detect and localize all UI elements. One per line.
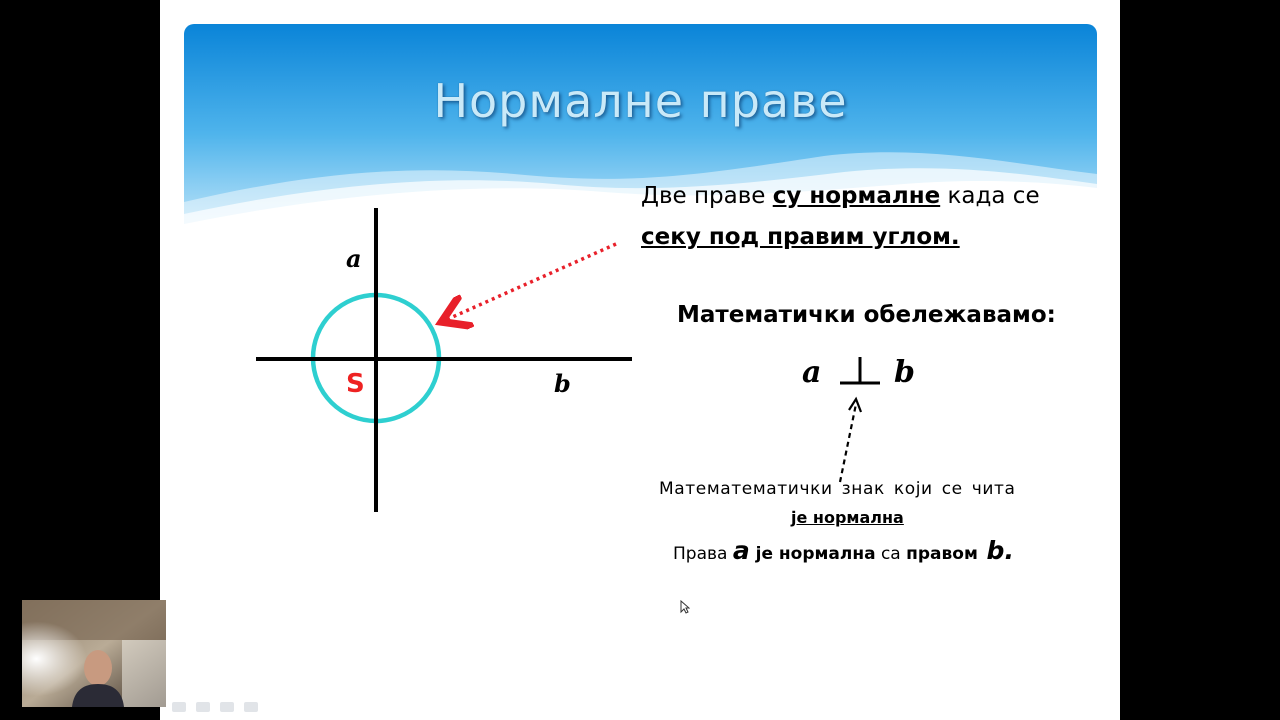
previous-slide-icon[interactable] bbox=[172, 702, 186, 712]
next-slide-icon[interactable] bbox=[244, 702, 258, 712]
definition-line-1 bbox=[641, 183, 1040, 209]
perpendicular-lines-diagram bbox=[250, 200, 640, 520]
dashed-arrow bbox=[832, 394, 872, 486]
definition-line-2: секу под правим углом. bbox=[641, 224, 960, 250]
sentence-word-4: са bbox=[875, 544, 907, 564]
webcam-overlay bbox=[22, 600, 166, 707]
definition-text-1: Две праве bbox=[641, 183, 773, 209]
sentence-word-3: је нормална bbox=[749, 544, 876, 564]
notation-symbol-a: a bbox=[802, 355, 822, 390]
label-intersection-point: S bbox=[346, 369, 365, 399]
sentence-symbol-a: a bbox=[732, 536, 750, 565]
label-line-a: a bbox=[346, 244, 362, 273]
slideshow-toolbar[interactable] bbox=[172, 697, 268, 711]
mouse-cursor-icon bbox=[680, 600, 690, 614]
sign-name: је нормална bbox=[791, 508, 904, 527]
definition-emphasis-1: су нормалне bbox=[772, 183, 941, 209]
sign-description: Математематички знак који се чита bbox=[659, 479, 1016, 499]
red-dotted-arrow bbox=[448, 244, 616, 319]
sentence-word-1: Права bbox=[673, 544, 733, 564]
menu-icon[interactable] bbox=[220, 702, 234, 712]
perpendicular-symbol-icon bbox=[838, 350, 882, 390]
pen-icon[interactable] bbox=[196, 702, 210, 712]
label-line-b: b bbox=[554, 369, 571, 398]
slide-title: Нормалне праве bbox=[433, 74, 848, 128]
notation-label: Математички обележавамо: bbox=[677, 302, 1056, 328]
notation-symbol-b: b bbox=[894, 355, 915, 390]
sentence-word-5: правом bbox=[906, 544, 978, 564]
example-sentence bbox=[673, 536, 1014, 565]
webcam-video bbox=[22, 600, 166, 707]
sentence-period: . bbox=[1004, 536, 1014, 565]
sentence-symbol-b: b bbox=[977, 536, 1005, 565]
definition-text-2: када се bbox=[940, 183, 1040, 209]
